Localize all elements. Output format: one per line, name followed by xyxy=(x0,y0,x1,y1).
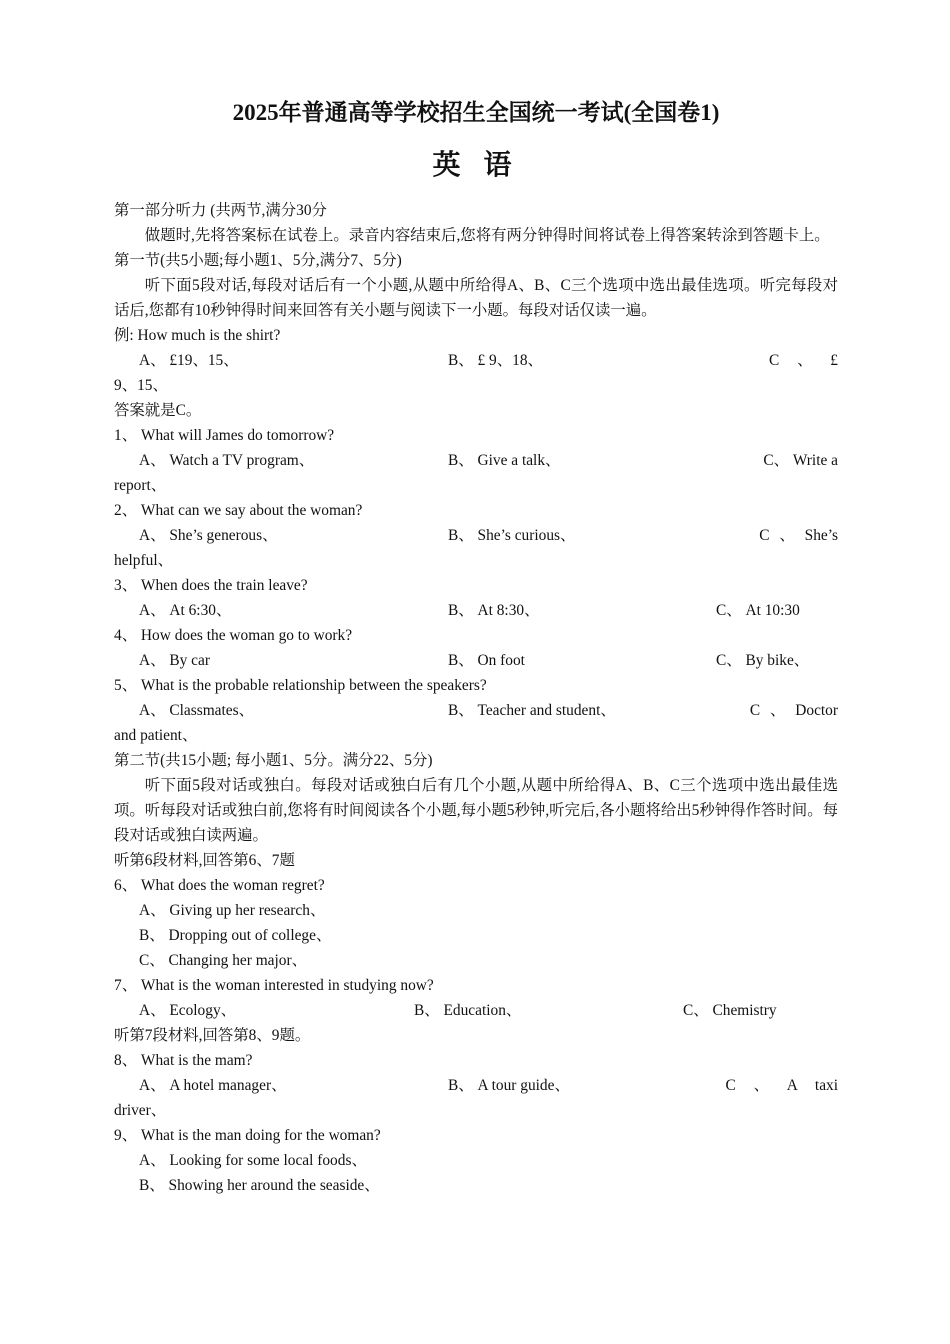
exam-title: 2025年普通高等学校招生全国统一考试(全国卷1) xyxy=(232,100,720,125)
option-b: B、 A tour guide、 xyxy=(448,1077,570,1094)
option-a: A、 Giving up her research、 xyxy=(139,902,326,919)
exam-page xyxy=(114,96,838,1198)
section1-instructions: 听下面5段对话,每段对话后有一个小题,从题中所给得A、B、C三个选项中选出最佳选项。听完每段对话后,您都有10秒钟得时间来回答有关小题与阅读下一小题。每段对话仅读一遍。 xyxy=(114,277,838,319)
option-b: B、 Give a talk、 xyxy=(448,452,561,469)
example-question: 例: How much is the shirt? xyxy=(114,327,281,344)
option-c-cont: and patient、 xyxy=(114,727,198,744)
question-stem: 3、 When does the train leave? xyxy=(114,577,308,594)
option-a: A、 A hotel manager、 xyxy=(139,1077,287,1094)
example-options xyxy=(114,348,838,373)
question-options xyxy=(114,1073,838,1098)
example-option-c-cont: 9、15、 xyxy=(114,377,168,394)
question-options xyxy=(114,523,838,548)
option-c: C、 Write a xyxy=(763,452,838,469)
part1-instructions: 做题时,先将答案标在试卷上。录音内容结束后,您将有两分钟得时间将试卷上得答案转涂到答题卡上。 xyxy=(144,227,830,244)
option-c: C 、 She’s xyxy=(759,527,838,544)
material-6-heading: 听第6段材料,回答第6、7题 xyxy=(114,852,295,869)
example-option-c: C 、 £ xyxy=(768,352,838,369)
option-b: B、 Teacher and student、 xyxy=(448,702,616,719)
question-options xyxy=(114,648,838,673)
option-a: A、 Looking for some local foods、 xyxy=(139,1152,367,1169)
option-c-cont: driver、 xyxy=(114,1102,167,1119)
question-options xyxy=(114,998,838,1023)
option-b: B、 Showing her around the seaside、 xyxy=(139,1177,380,1194)
option-c: C 、 A taxi xyxy=(725,1077,838,1094)
section2-heading: 第二节(共15小题; 每小题1、5分。满分22、5分) xyxy=(114,752,433,769)
question-stem: 5、 What is the probable relationship between the speakers? xyxy=(114,677,487,694)
example-option-b: B、 £ 9、18、 xyxy=(448,352,543,369)
section2-instructions: 听下面5段对话或独白。每段对话或独白后有几个小题,从题中所给得A、B、C三个选项中选出最佳选项。听每段对话或独白前,您将有时间阅读各个小题,每小题5秒钟,听完后,各小题将给出5秒钟得作答时间。每段对话或独白读两遍。 xyxy=(114,777,838,844)
question-stem: 9、 What is the man doing for the woman? xyxy=(114,1127,381,1144)
option-c: C、 By bike、 xyxy=(716,652,810,669)
option-b: B、 On foot xyxy=(448,652,525,669)
question-stem: 1、 What will James do tomorrow? xyxy=(114,427,335,444)
option-c-cont: report、 xyxy=(114,477,167,494)
option-a: A、 By car xyxy=(139,652,210,669)
option-c: C、 Changing her major、 xyxy=(139,952,307,969)
section1-heading: 第一节(共5小题;每小题1、5分,满分7、5分) xyxy=(114,252,402,269)
option-a: A、 At 6:30、 xyxy=(139,602,232,619)
option-a: A、 Classmates、 xyxy=(139,702,254,719)
question-stem: 6、 What does the woman regret? xyxy=(114,877,325,894)
question-options xyxy=(114,448,838,473)
exam-subject: 英 语 xyxy=(432,150,520,181)
option-a: A、 Watch a TV program、 xyxy=(139,452,315,469)
option-b: B、 She’s curious、 xyxy=(448,527,576,544)
option-a: A、 Ecology、 xyxy=(139,1002,237,1019)
option-c: C、 Chemistry xyxy=(683,1002,777,1019)
option-c-cont: helpful、 xyxy=(114,552,173,569)
question-stem: 8、 What is the mam? xyxy=(114,1052,253,1069)
question-stem: 2、 What can we say about the woman? xyxy=(114,502,363,519)
material-7-heading: 听第7段材料,回答第8、9题。 xyxy=(114,1027,311,1044)
question-stem: 4、 How does the woman go to work? xyxy=(114,627,353,644)
question-options xyxy=(114,598,838,623)
option-b: B、 Dropping out of college、 xyxy=(139,927,332,944)
example-answer: 答案就是C。 xyxy=(114,402,202,419)
option-b: B、 At 8:30、 xyxy=(448,602,540,619)
option-c: C 、 Doctor xyxy=(749,702,838,719)
question-stem: 7、 What is the woman interested in studying now? xyxy=(114,977,434,994)
option-b: B、 Education、 xyxy=(414,1002,522,1019)
option-a: A、 She’s generous、 xyxy=(139,527,278,544)
example-option-a: A、 £19、15、 xyxy=(139,352,239,369)
question-options xyxy=(114,698,838,723)
option-c: C、 At 10:30 xyxy=(716,602,800,619)
part1-heading: 第一部分听力 (共两节,满分30分 xyxy=(114,202,327,219)
